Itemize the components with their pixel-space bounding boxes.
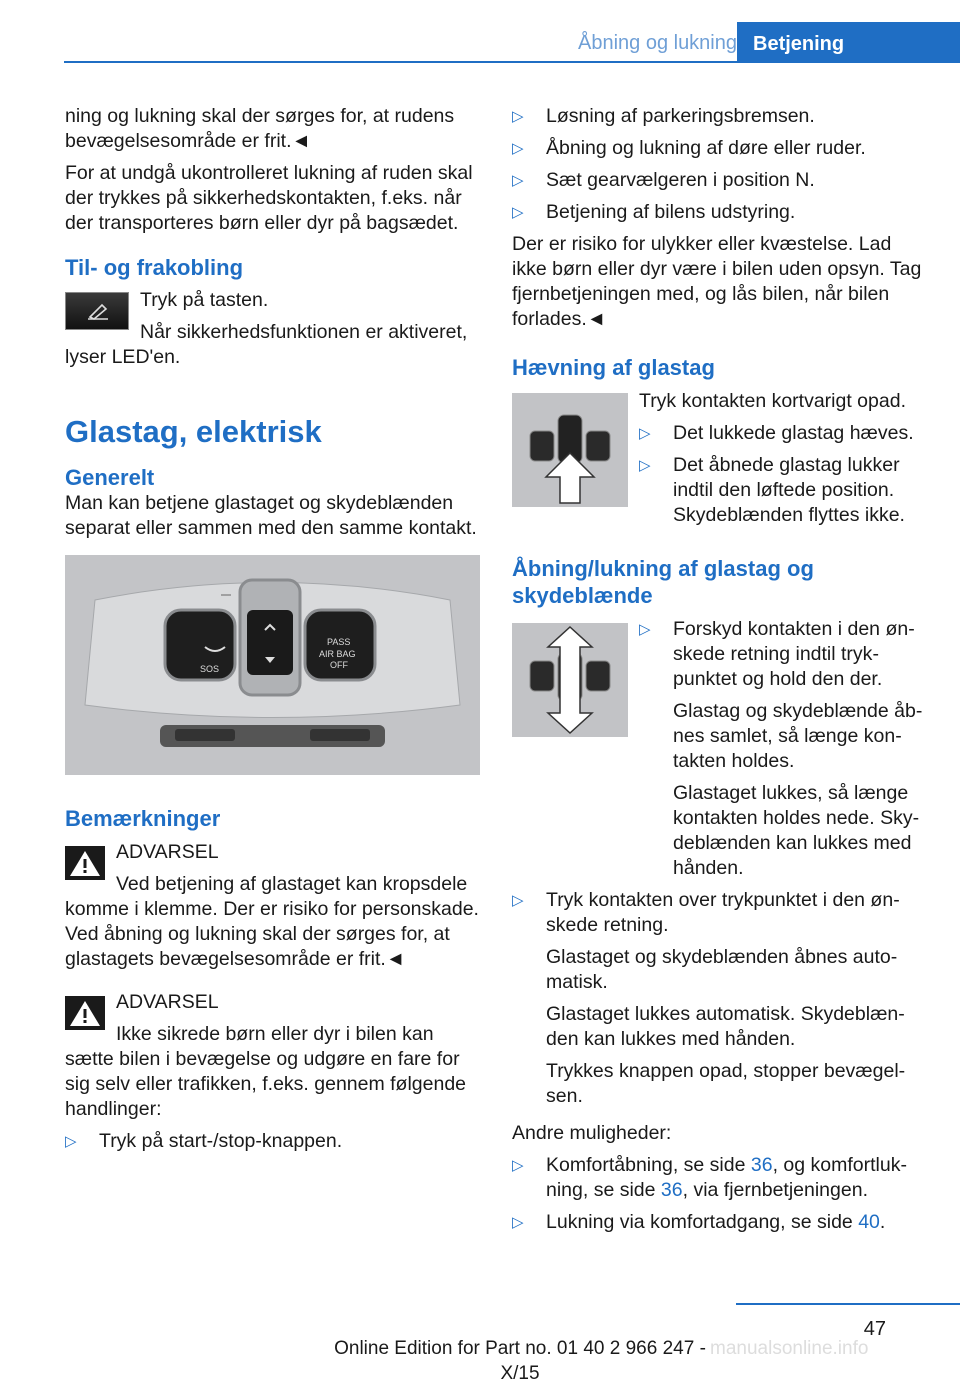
- list-item: ▷ Lukning via komfortadgang, se side 40.: [512, 1211, 886, 1233]
- paragraph: ning og lukning skal der sørges for, at rudens bevægelsesområde er frit.◄: [65, 105, 455, 152]
- list-marker-icon: ▷: [512, 1157, 524, 1174]
- header-rule: [64, 61, 960, 63]
- paragraph: Man kan betjene glastaget og skydeblænden separat eller sammen med den samme kontakt.: [65, 492, 477, 539]
- warning-title: ADVARSEL: [116, 841, 219, 863]
- paragraph: Tryk kontakten kortvarigt opad.: [639, 390, 906, 412]
- paragraph: Der er risiko for ulykker eller kvæstelse. Lad ikke børn eller dyr være i bilen uden opsyn. Tag fjernbetjeningen med, og lås bilen, når bilen forlades.◄: [512, 233, 922, 330]
- heading-haevning: Hævning af glastag: [512, 355, 715, 380]
- list-item: ▷ Betjening af bilens udstyring.: [512, 201, 796, 223]
- list-item: ▷ Tryk på start-/stop-knappen.: [65, 1130, 343, 1152]
- list-marker-icon: ▷: [512, 108, 524, 125]
- page-link[interactable]: 36: [750, 1154, 773, 1176]
- switch-block: [65, 288, 480, 313]
- list-item: ▷ Komfortåbning, se side 36, og komfortlukning, se side 36, via fjernbetjeningen.: [512, 1154, 907, 1201]
- list-marker-icon: ▷: [639, 425, 651, 442]
- list-marker-icon: ▷: [639, 621, 651, 638]
- footer-rule: [736, 1303, 960, 1305]
- list-marker-icon: ▷: [639, 457, 651, 474]
- warning-1: [65, 840, 480, 865]
- heading-aabning: Åbning/lukning af glastag og skydeblænde: [512, 556, 814, 608]
- list-item: ▷ Løsning af parkeringsbremsen.: [512, 105, 815, 127]
- heading-bemaerkninger: Bemærkninger: [65, 806, 221, 831]
- list-marker-icon: ▷: [512, 1214, 524, 1231]
- watermark: manualsonline.info: [710, 1338, 869, 1359]
- list-item: ▷ Forskyd kontakten i den ønskede retning indtil trykpunktet og hold den der. Glastag og skydeblænde åbnes samlet, så længe kontakten holdes. Glastaget lukkes, så længe kontakten holdes nede. Skydeblænden kan lukkes med hånden.: [639, 618, 923, 879]
- header-tab: Betjening: [737, 22, 960, 63]
- header-section: Åbning og lukning: [577, 32, 737, 54]
- paragraph: Når sikkerhedsfunktionen er aktiveret, lyser LED'en.: [65, 321, 468, 368]
- page-number: 47: [863, 1318, 886, 1340]
- heading-generelt: Generelt: [65, 465, 155, 490]
- warning-title: ADVARSEL: [116, 991, 219, 1013]
- warning-text: Ved betjening af glastaget kan kropsdele komme i klemme. Der er risiko for personskade. Ved åbning og lukning skal der sørges for, at glastagets bevægelsesområde er frit.◄: [65, 873, 479, 970]
- window-switch-icon: [65, 292, 129, 330]
- warning-2: [65, 990, 480, 1015]
- list-item: ▷ Det åbnede glastag lukker indtil den løftede position. Skydeblænden flyttes ikke.: [639, 454, 905, 526]
- roof-console-photo: [65, 555, 480, 775]
- left-column: [65, 104, 480, 1161]
- list-marker-icon: ▷: [512, 172, 524, 189]
- page-link[interactable]: 36: [660, 1179, 683, 1201]
- list-marker-icon: ▷: [512, 204, 524, 221]
- sos-label: SOS: [200, 664, 220, 674]
- slide-switch-image: [512, 623, 628, 737]
- paragraph: Andre muligheder:: [512, 1122, 672, 1144]
- list-item: ▷ Åbning og lukning af døre eller ruder.: [512, 137, 866, 159]
- list-marker-icon: ▷: [65, 1133, 77, 1150]
- tilt-switch-image: [512, 393, 628, 507]
- haev-block: [512, 389, 928, 537]
- off-label: OFF: [330, 660, 348, 670]
- warning-triangle-icon: [65, 996, 105, 1030]
- list-item: ▷ Det lukkede glastag hæves.: [639, 422, 914, 444]
- list-marker-icon: ▷: [512, 140, 524, 157]
- pass-label: PASS: [327, 637, 351, 647]
- airbag-label: AIR BAG: [319, 649, 356, 659]
- edition-text: Online Edition for Part no. 01 40 2 966 247 - X/15: [334, 1338, 706, 1384]
- warning-triangle-icon: [65, 846, 105, 880]
- warning-text: Ikke sikrede børn eller dyr i bilen kan sætte bilen i bevægelse og udgøre en fare for sig selv eller trafikken, f.eks. gennem følgende handlinger:: [65, 1023, 467, 1120]
- chapter-title: Glastag, elektrisk: [65, 414, 322, 449]
- heading-til-frakobling: Til- og frakobling: [65, 255, 244, 280]
- paragraph: Tryk på tasten.: [140, 289, 269, 311]
- aab-block: [512, 617, 928, 881]
- list-item: ▷ Tryk kontakten over trykpunktet i den ønskede retning. Glastaget og skydeblænden åbnes automatisk. Glastaget lukkes automatisk. Skydeblænden kan lukkes med hånden. Trykkes knappen opad, stopper bevægelsen.: [512, 889, 906, 1107]
- list-marker-icon: ▷: [512, 892, 524, 909]
- page-link[interactable]: 40: [858, 1211, 880, 1233]
- list-item: ▷ Sæt gearvælgeren i position N.: [512, 169, 815, 191]
- right-column: [512, 104, 928, 1242]
- paragraph: For at undgå ukontrolleret lukning af ruden skal der trykkes på sikkerhedskontakten, f.eks. når der transporteres børn eller dyr på bagsædet.: [65, 162, 473, 234]
